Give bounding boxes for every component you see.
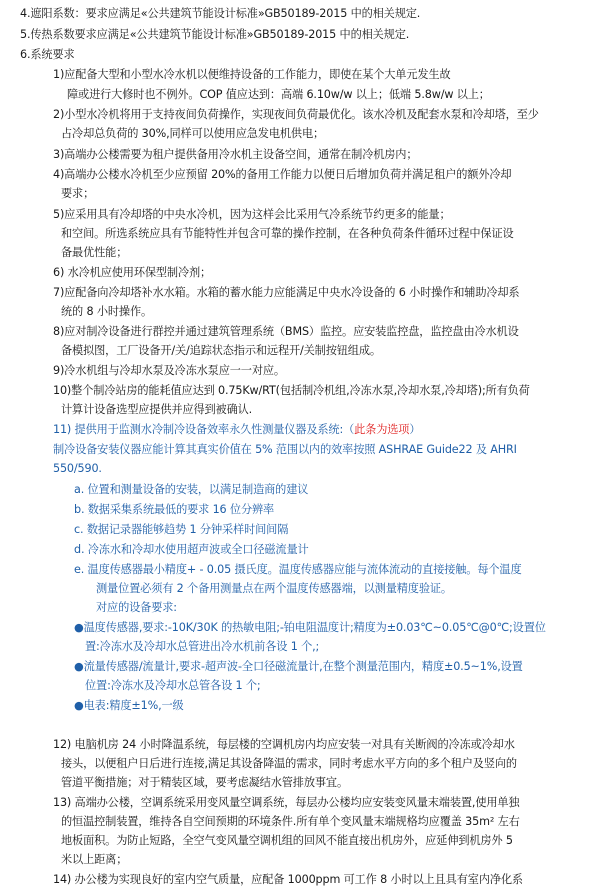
item-13-line-4: 米以上距离； [61,853,128,866]
equipment-requirements-heading: 对应的设备要求: [96,601,177,614]
item-14-line-1: 14) 办公楼为实现良好的室内空气质量，应配备 1000ppm 可工作 8 小时以上且具有室内净化系 [53,873,523,886]
item-5-line-1: 5)应采用具有冷却塔的中央水冷机，因为这样会比采用气冷系统节约更多的能量； [53,208,451,221]
item-2-line-1: 2)小型水冷机将用于支持夜间负荷操作，实现夜间负荷最优化。该水冷机及配套水泵和冷却塔，至少 [53,108,539,121]
flow-sensor-line-2: 位置:冷冻水及冷却水总管各设 1 个; [85,679,261,692]
item-11-line-1 [53,422,420,437]
item-11-line-3: 550/590. [53,462,102,475]
item-8-line-1: 8)应对制冷设备进行群控并通过建筑管理系统（BMS）监控。应安装监控盘，监控盘由冷水机设 [53,325,519,338]
temp-sensor-line-1 [74,620,546,635]
item-7-line-2: 统的 8 小时操作。 [61,305,153,318]
item-11-e-line-1: e. 温度传感器最小精度+ - 0.05 摄氏度。温度传感器应能与流体流动的直接接触。每个温度 [74,563,522,576]
item-8-line-2: 备模拟图，工厂设备开/关/追踪状态指示和远程开/关制按钮组成。 [61,344,381,357]
item-11-e-line-2: 测量位置必须有 2 个备用测量点在两个温度传感器端，以测量精度验证。 [96,582,452,595]
item-11-c: c. 数据记录器能够趋势 1 分钟采样时间间隔 [74,523,289,536]
item-12-line-3: 管道平衡措施；对于精装区域，要考虑凝结水管排放事宜。 [61,776,348,789]
item-12-line-1: 12) 电脑机房 24 小时降温系统，每层楼的空调机房内均应安装一对具有关断阀的冷冻或冷却水 [53,738,515,751]
bullet-icon: ● [74,699,84,712]
temp-sensor-line-2: 置:冷冻水及冷却水总管进出冷水机前各设 1 个,; [85,640,320,653]
item-1-line-2: 障或进行大修时也不例外。COP 值应达到：高端 6.10w/w 以上；低端 5.8w/w 以上； [67,88,490,101]
line-system-requirements: 6.系统要求 [20,48,75,61]
optional-note: 此条为选项 [354,423,410,436]
item-1-line-1: 1)应配备大型和小型水冷水机以便维持设备的工作能力，即使在某个大单元发生故 [53,68,451,81]
item-13-line-1: 13) 高端办公楼，空调系统采用变风量空调系统，每层办公楼均应安装变风量末端装置,使用单独 [53,796,520,809]
item-10-line-2: 计算计设备选型应提供并应得到被确认. [61,403,253,416]
item-11-d: d. 冷冻水和冷却水使用超声波或全口径磁流量计 [74,543,309,556]
meter-text: 电表:精度±1%,一级 [83,699,184,712]
item-3: 3)高端办公楼需要为租户提供备用冷水机主设备空间，通常在制冷机房内； [53,148,418,161]
meter-line [74,698,184,713]
line-shading-coefficient: 4.遮阳系数：要求应满足«公共建筑节能设计标准»GB50189-2015 中的相关规定. [20,7,421,20]
item-11-b: b. 数据采集系统最低的要求 16 位分辨率 [74,503,275,516]
item-4-line-1: 4)高端办公楼水冷机至少应预留 20%的备用工作能力以便日后增加负荷并满足租户的额外冷却 [53,168,512,181]
item-11-close-paren: ） [409,423,421,436]
item-11-a: a. 位置和测量设备的安装，以满足制造商的建议 [74,483,309,496]
item-5-line-2: 和空间。所选系统应具有节能特性并包含可靠的操作控制，在各种负荷条件循环过程中保证设 [61,227,514,240]
item-11-line-2: 制冷设备安装仪器应能计算其真实价值在 5% 范围以内的效率按照 ASHRAE Guide22 及 AHRI [53,443,517,456]
item-10-line-1: 10)整个制冷站房的能耗值应达到 0.75Kw/RT(包括制冷机组,冷冻水泵,冷却水泵,冷却塔);所有负荷 [53,384,530,397]
bullet-icon: ● [74,621,84,634]
item-13-line-3: 地板面积。为防止短路，全空气变风量空调机组的回风不能直接出机房外，应延伸到机房外 5 [61,834,513,847]
temp-sensor-text: 温度传感器,要求:-10K/30K 的热敏电阻;-铂电阻温度计;精度为±0.03℃~0.05℃@0℃;设置位 [83,621,546,634]
item-9: 9)冷水机组与冷却水泵及冷冻水泵应一一对应。 [53,364,285,377]
bullet-icon: ● [74,660,84,673]
item-7-line-1: 7)应配备向冷却塔补水水箱。水箱的蓄水能力应能满足中央水冷设备的 6 小时操作和辅助冷却系 [53,286,520,299]
item-12-line-2: 接头，以便租户日后进行连接,满足其设备降温的需求，同时考虑水平方向的多个租户及竖向的 [61,757,517,770]
flow-sensor-line-1 [74,659,523,674]
item-5-line-3: 备最优性能； [61,246,128,259]
item-4-line-2: 要求； [61,187,95,200]
item-6: 6) 水冷机应使用环保型制冷剂； [53,266,212,279]
flow-sensor-text: 流量传感器/流量计,要求-超声波-全口径磁流量计,在整个测量范围内，精度±0.5~1%,设置 [83,660,523,673]
item-2-line-2: 占冷却总负荷的 30%,同样可以使用应急发电机供电； [61,127,325,140]
line-heat-transfer: 5.传热系数要求应满足«公共建筑节能设计标准»GB50189-2015 中的相关规定. [20,28,410,41]
item-11-text: 11) 提供用于监测水冷制冷设备效率永久性测量仪器及系统:（ [53,423,355,436]
item-13-line-2: 的恒温控制装置，维持各自空间预期的环境条件.所有单个变风量末端规格均应覆盖 35m² 左右 [61,815,520,828]
